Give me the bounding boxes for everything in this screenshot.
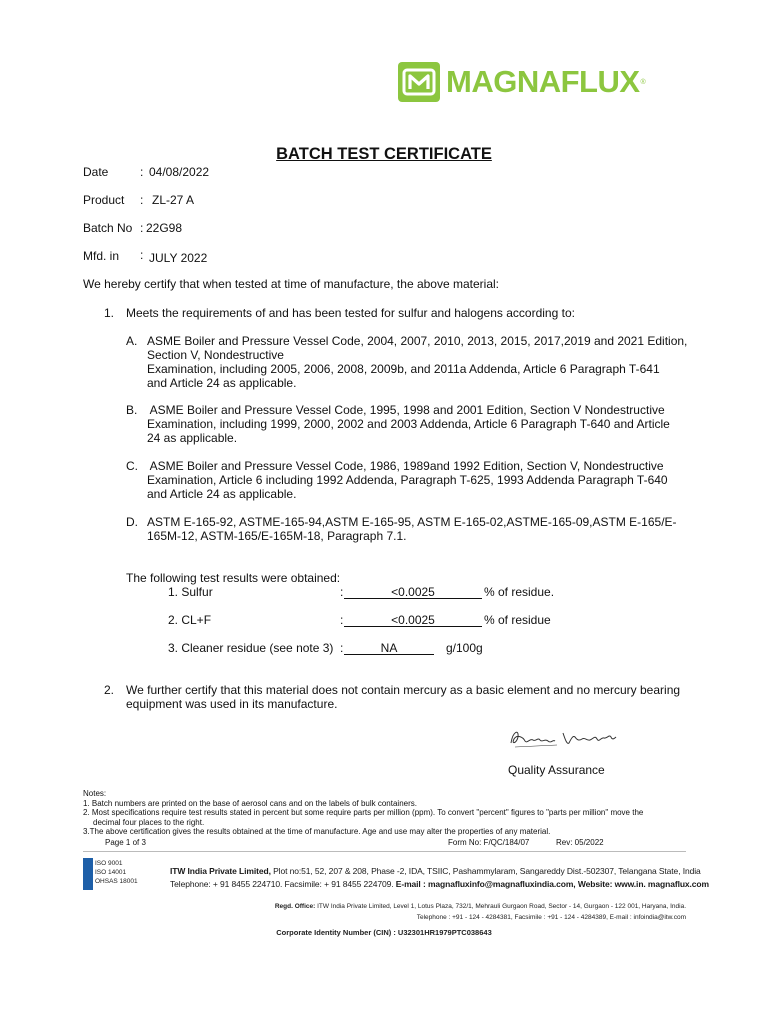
item1-number: 1.: [104, 306, 115, 320]
subitem-a-line: ASME Boiler and Pressure Vessel Code, 2004, 2007, 2010, 2013, 2015, 2017,2019 and 2021 Edition,: [147, 334, 688, 348]
mfd-sep: :: [140, 248, 144, 262]
product-value: ZL-27 A: [152, 193, 195, 207]
date-sep: :: [140, 165, 144, 179]
company-name: ITW India Private Limited,: [170, 866, 271, 876]
page-number: Page 1 of 3: [105, 838, 146, 847]
regd-address: ITW India Private Limited, Level 1, Lotus Plaza, 732/1, Mehrauli Gurgaon Road, Sector - 14, Gurgaon - 122 001, Haryana, India.: [315, 903, 686, 910]
company-email[interactable]: magnafluxinfo@magnafluxindia.com,: [427, 879, 576, 889]
magnaflux-logo: [398, 62, 646, 102]
notes-heading: Notes:: [83, 789, 107, 798]
results-intro: The following test results were obtained:: [126, 571, 341, 585]
subitem-a-text: [147, 334, 697, 390]
subitem-b-line: Examination, including 1999, 2000, 2002 and 2003 Addenda, Article 6 Paragraph T-640 and Article: [147, 417, 670, 431]
subitem-c-label: C.: [126, 459, 138, 473]
form-number: Form No: F/QC/184/07: [448, 838, 530, 847]
subitem-d-label: D.: [126, 515, 138, 529]
document-title: BATCH TEST CERTIFICATE: [276, 145, 492, 163]
result-cleaner-colon: :: [340, 641, 344, 655]
subitem-c-line: ASME Boiler and Pressure Vessel Code, 1986, 1989and 1992 Edition, Section V, Nondestructive: [147, 459, 664, 473]
subitem-d-text: [147, 515, 697, 543]
result-sulfur-label: 1. Sulfur: [168, 585, 213, 599]
subitem-d-line: 165M-12, ASTM-165/E-165M-18, Paragraph 7.1.: [147, 529, 407, 543]
date-value: 04/08/2022: [149, 165, 210, 179]
subitem-c-line: Examination, Article 6 including 1992 Addenda, Paragraph T-625, 1993 Addenda Paragraph T-640: [147, 473, 668, 487]
iso-item: ISO 9001: [95, 860, 123, 867]
subitem-a-line: Section V, Nondestructive: [147, 348, 284, 362]
logo-text: MAGNAFLUX: [446, 64, 640, 99]
result-cleaner-label: 3. Cleaner residue (see note 3): [168, 641, 334, 655]
company-address-line: [170, 866, 701, 876]
item2-line: We further certify that this material does not contain mercury as a basic element and no mercury bearing: [126, 683, 681, 697]
subitem-a-line: Examination, including 2005, 2006, 2008, 2009b, and 2011a Addenda, Article 6 Paragraph T-641: [147, 362, 660, 376]
company-website[interactable]: www.in. magnaflux.com: [614, 879, 709, 889]
signature-role: Quality Assurance: [508, 763, 605, 777]
company-contact-line: [170, 879, 709, 889]
result-sulfur-unit: % of residue.: [484, 585, 555, 599]
subitem-a-label: A.: [126, 334, 138, 348]
iso-item: OHSAS 18001: [95, 878, 138, 885]
footer-divider: [83, 851, 686, 852]
intro-text: We hereby certify that when tested at time of manufacture, the above material:: [83, 277, 499, 291]
result-clf-unit: % of residue: [484, 613, 551, 627]
item2-number: 2.: [104, 683, 115, 697]
batch-label: Batch No: [83, 221, 133, 235]
company-phone: Telephone: + 91 8455 224710. Facsimile: + 91 8455 224709.: [170, 879, 396, 889]
note-line: decimal four places to the right.: [93, 817, 205, 827]
item1-text: Meets the requirements of and has been tested for sulfur and halogens according to:: [126, 306, 575, 320]
result-cleaner-unit: g/100g: [446, 641, 483, 655]
signature-icon: [505, 725, 620, 756]
logo-registered-mark: ®: [640, 78, 646, 86]
result-clf-label: 2. CL+F: [168, 613, 212, 627]
email-label: E-mail :: [395, 879, 428, 889]
item2-line: equipment was used in its manufacture.: [126, 697, 338, 711]
notes-section: [83, 789, 703, 837]
result-clf-colon: :: [340, 613, 344, 627]
note-line: 2. Most specifications require test results stated in percent but some require parts per million (ppm). To convert "percent" figures to "parts per million" move the: [83, 808, 644, 817]
subitem-c-line: and Article 24 as applicable.: [147, 487, 297, 501]
corporate-identity-number: Corporate Identity Number (CIN) : U32301HR1979PTC038643: [276, 928, 492, 937]
item2-text: [126, 683, 716, 711]
company-address: Plot no:51, 52, 207 & 208, Phase -2, IDA, TSIIC, Pashammylaram, Sangareddy Dist.-502307, Telangana State, India: [270, 866, 701, 876]
subitem-b-line: ASME Boiler and Pressure Vessel Code, 1995, 1998 and 2001 Edition, Section V Nondestructive: [147, 403, 665, 417]
registered-office-contact: Telephone : +91 - 124 - 4284381, Facsimile : +91 - 124 - 4284389, E-mail : infoindia@itw.com: [416, 914, 686, 921]
subitem-b-label: B.: [126, 403, 138, 417]
iso-list: [95, 859, 138, 886]
regd-label: Regd. Office:: [274, 903, 316, 910]
batch-sep: :: [140, 221, 144, 235]
subitem-b-text: [147, 403, 697, 445]
revision: Rev: 05/2022: [556, 838, 604, 847]
mfd-label: Mfd. in: [83, 249, 120, 263]
result-sulfur-colon: :: [340, 585, 344, 599]
batch-value: 22G98: [146, 221, 183, 235]
iso-certification-icon: [83, 858, 93, 890]
result-cleaner-value: NA: [344, 641, 434, 655]
note-line: 1. Batch numbers are printed on the base of aerosol cans and on the labels of bulk containers.: [83, 798, 417, 808]
note-line: 3.The above certification gives the results obtained at the time of manufacture. Age and use may alter the properties of any material.: [83, 827, 551, 836]
subitem-d-line: ASTM E-165-92, ASTME-165-94,ASTM E-165-95, ASTM E-165-02,ASTME-165-09,ASTM E-165/E-: [147, 515, 677, 529]
date-label: Date: [83, 165, 109, 179]
subitem-b-line: 24 as applicable.: [147, 431, 238, 445]
result-clf-value: <0.0025: [344, 613, 482, 627]
subitem-c-text: [147, 459, 697, 501]
mfd-value: JULY 2022: [149, 251, 208, 265]
subitem-a-line: and Article 24 as applicable.: [147, 376, 297, 390]
product-label: Product: [83, 193, 125, 207]
product-sep: :: [140, 193, 144, 207]
registered-office-line: [275, 903, 686, 910]
magnaflux-emblem-icon: [398, 62, 440, 102]
result-sulfur-value: <0.0025: [344, 585, 482, 599]
iso-item: ISO 14001: [95, 869, 127, 876]
website-label: Website:: [575, 879, 615, 889]
